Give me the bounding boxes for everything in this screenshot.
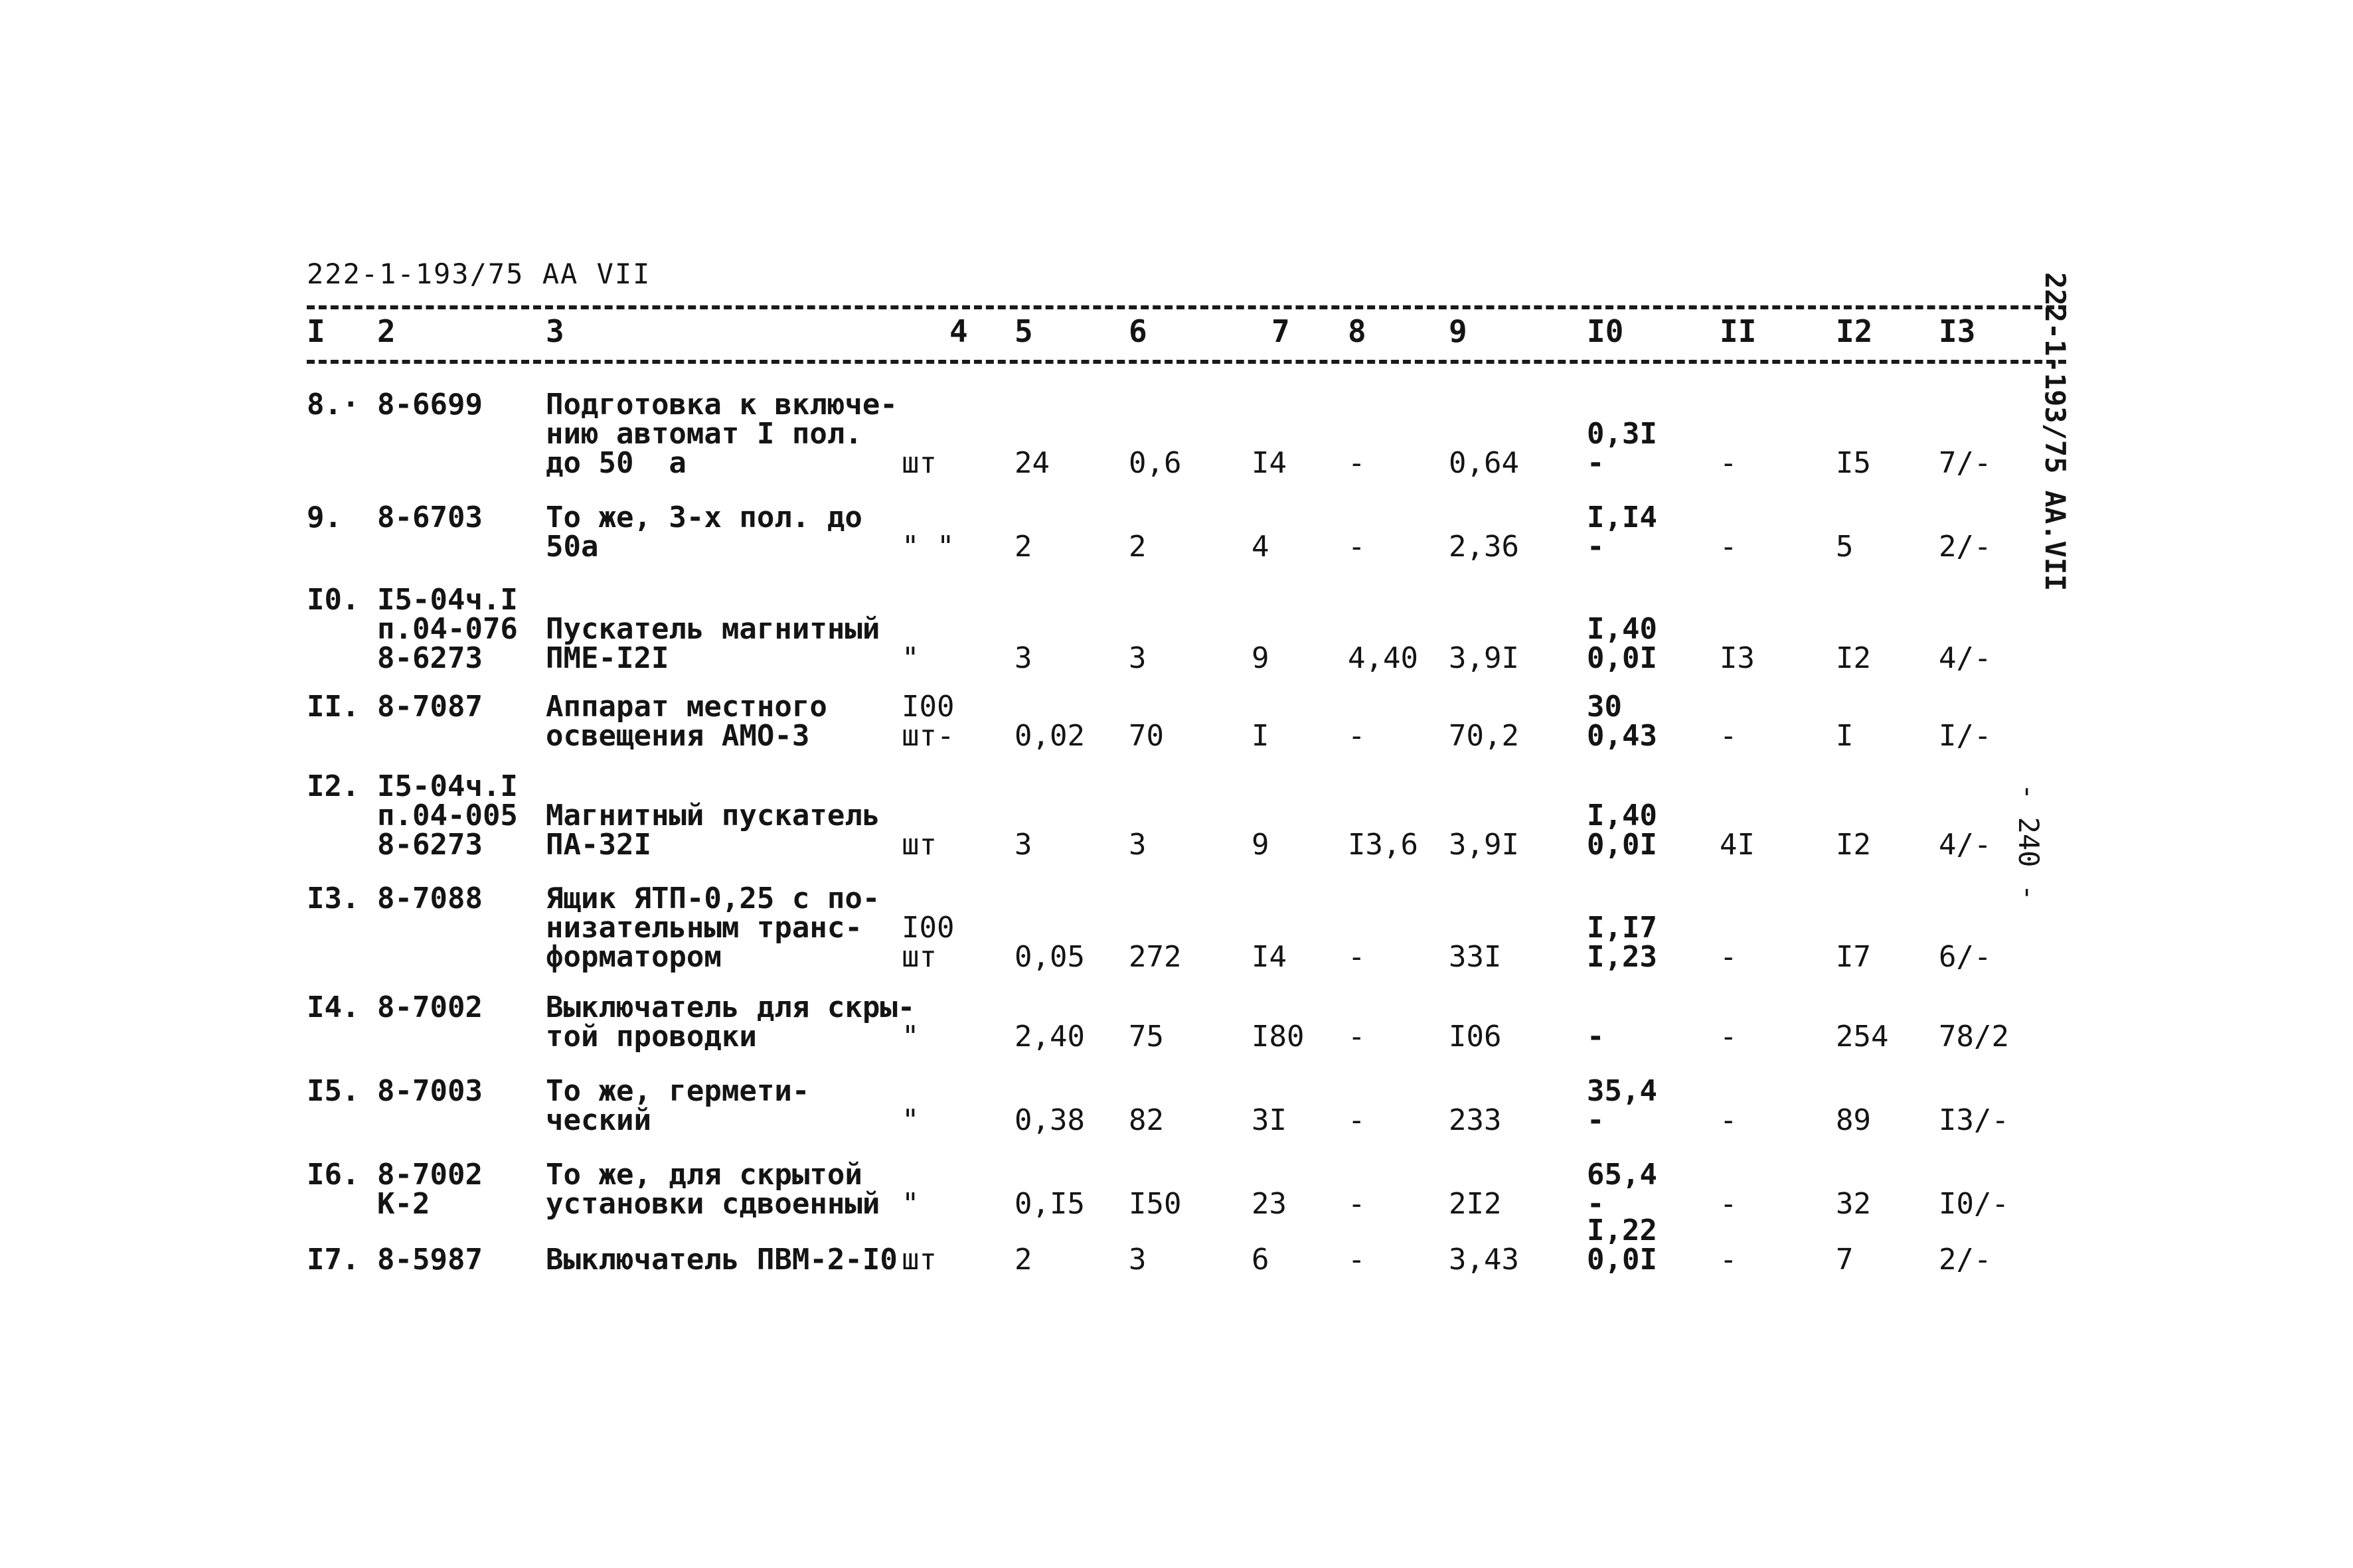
cell-col-4: I00 шт (902, 911, 955, 974)
cell-col-7: I (1252, 719, 1269, 753)
cell-col-12: I5 (1836, 446, 1871, 480)
cell-col-10: I,22 0,0I (1587, 1214, 1657, 1277)
cell-col-13: 4/- (1939, 828, 1992, 862)
cell-col-8: I3,6 (1348, 828, 1418, 862)
cell-col-6: 3 (1129, 641, 1147, 675)
cell-col-9: 2,36 (1449, 530, 1519, 564)
cell-col-4: шт (902, 446, 937, 480)
cell-col-9: 70,2 (1449, 719, 1519, 753)
cell-col-12: I2 (1836, 828, 1871, 862)
cell-col-12: I (1836, 719, 1854, 753)
cell-col-5: 0,38 (1014, 1103, 1085, 1137)
cell-col-9: 233 (1449, 1103, 1502, 1137)
cell-col-4: " (902, 1020, 920, 1054)
cell-col-13: I0/- (1939, 1187, 2009, 1221)
cell-col-4: " " (902, 530, 955, 564)
column-header: I0 (1587, 313, 1624, 349)
column-header: 9 (1449, 313, 1467, 349)
cell-col-8: - (1348, 1243, 1366, 1277)
cell-col-3: Пускатель магнитный ПМЕ-I2I (546, 612, 880, 675)
cell-col-5: 0,05 (1014, 940, 1085, 974)
cell-col-6: 0,6 (1129, 446, 1182, 480)
column-header: 3 (546, 313, 564, 349)
cell-col-3: Аппарат местного освещения АМО-3 (546, 690, 827, 753)
cell-col-1: I2. (307, 769, 360, 803)
cell-col-13: 2/- (1939, 530, 1992, 564)
column-header: 4 (949, 313, 968, 349)
cell-col-8: 4,40 (1348, 641, 1418, 675)
cell-col-1: 8.· (307, 388, 360, 422)
cell-col-6: 3 (1129, 1243, 1147, 1277)
cell-col-10: - (1587, 1020, 1605, 1054)
header-dashed-rule (307, 360, 2066, 364)
cell-col-8: - (1348, 719, 1366, 753)
cell-col-1: I3. (307, 882, 360, 915)
cell-col-11: - (1720, 1243, 1738, 1277)
cell-col-2: 8-7003 (377, 1074, 483, 1108)
cell-col-9: 3,9I (1449, 641, 1519, 675)
cell-col-11: - (1720, 1187, 1738, 1221)
cell-col-1: I0. (307, 583, 360, 617)
column-header: I2 (1836, 313, 1873, 349)
cell-col-1: I4. (307, 990, 360, 1024)
cell-col-5: 2,40 (1014, 1020, 1085, 1054)
cell-col-10: I,40 0,0I (1587, 612, 1657, 675)
cell-col-8: - (1348, 1103, 1366, 1137)
cell-col-12: I2 (1836, 641, 1871, 675)
cell-col-8: - (1348, 1187, 1366, 1221)
column-header: 8 (1348, 313, 1366, 349)
column-header: 2 (377, 313, 396, 349)
cell-col-7: 3I (1252, 1103, 1287, 1137)
cell-col-13: 78/2 (1939, 1020, 2009, 1054)
column-header: 7 (1271, 313, 1290, 349)
cell-col-6: 82 (1129, 1103, 1164, 1137)
cell-col-9: 2I2 (1449, 1187, 1502, 1221)
cell-col-10: I,I7 I,23 (1587, 911, 1657, 974)
cell-col-12: I7 (1836, 940, 1871, 974)
cell-col-7: I4 (1252, 446, 1287, 480)
cell-col-11: - (1720, 530, 1738, 564)
cell-col-11: - (1720, 446, 1738, 480)
cell-col-2: 8-7088 (377, 882, 483, 915)
cell-col-7: 23 (1252, 1187, 1287, 1221)
cell-col-3: Выключатель для скры- той проводки (546, 990, 916, 1054)
cell-col-3: Выключатель ПВМ-2-I0 (546, 1243, 898, 1277)
cell-col-7: 6 (1252, 1243, 1269, 1277)
column-header: I (307, 313, 325, 349)
cell-col-6: 2 (1129, 530, 1147, 564)
cell-col-11: - (1720, 940, 1738, 974)
cell-col-6: 75 (1129, 1020, 1164, 1054)
cell-col-12: 254 (1836, 1020, 1889, 1054)
cell-col-10: 35,4 - (1587, 1074, 1657, 1137)
cell-col-11: - (1720, 1103, 1738, 1137)
cell-col-9: 0,64 (1449, 446, 1519, 480)
cell-col-13: 6/- (1939, 940, 1992, 974)
cell-col-6: I50 (1129, 1187, 1182, 1221)
cell-col-2: 8-7002 (377, 990, 483, 1024)
cell-col-10: I,I4 - (1587, 501, 1657, 564)
cell-col-10: 65,4 - (1587, 1158, 1657, 1221)
cell-col-5: 2 (1014, 1243, 1032, 1277)
cell-col-2: I5-04ч.I п.04-005 8-6273 (377, 769, 518, 862)
cell-col-10: 0,3I - (1587, 417, 1657, 480)
cell-col-2: 8-6703 (377, 501, 483, 534)
cell-col-11: 4I (1720, 828, 1755, 862)
cell-col-12: 89 (1836, 1103, 1871, 1137)
cell-col-7: 9 (1252, 828, 1269, 862)
document-code: 222-1-193/75 АА VII (307, 258, 651, 290)
cell-col-12: 32 (1836, 1187, 1871, 1221)
cell-col-3: Ящик ЯТП-0,25 с по- низательным транс- форматором (546, 882, 880, 974)
cell-col-4: " (902, 1187, 920, 1221)
cell-col-8: - (1348, 940, 1366, 974)
cell-col-2: 8-5987 (377, 1243, 483, 1277)
cell-col-1: II. (307, 690, 360, 724)
cell-col-13: 2/- (1939, 1243, 1992, 1277)
cell-col-11: I3 (1720, 641, 1755, 675)
cell-col-3: Магнитный пускатель ПА-32I (546, 799, 880, 862)
cell-col-4: " (902, 641, 920, 675)
cell-col-2: 8-7087 (377, 690, 483, 724)
cell-col-7: I4 (1252, 940, 1287, 974)
cell-col-13: 7/- (1939, 446, 1992, 480)
cell-col-13: I3/- (1939, 1103, 2009, 1137)
column-header: 6 (1129, 313, 1147, 349)
cell-col-4: шт (902, 828, 937, 862)
cell-col-13: I/- (1939, 719, 1992, 753)
cell-col-10: 30 0,43 (1587, 690, 1657, 753)
page-number: - 240 - (2012, 783, 2045, 902)
column-header: 5 (1014, 313, 1033, 349)
cell-col-3: То же, для скрытой установки сдвоенный (546, 1158, 880, 1221)
cell-col-8: - (1348, 1020, 1366, 1054)
cell-col-3: Подготовка к включе- нию автомат I пол. до 50 а (546, 388, 898, 480)
cell-col-4: шт (902, 1243, 937, 1277)
cell-col-1: I6. (307, 1158, 360, 1192)
top-dashed-rule (307, 305, 2066, 309)
cell-col-4: " (902, 1103, 920, 1137)
cell-col-5: 3 (1014, 828, 1032, 862)
cell-col-4: I00 шт- (902, 690, 955, 753)
cell-col-11: - (1720, 1020, 1738, 1054)
cell-col-9: I06 (1449, 1020, 1502, 1054)
cell-col-9: 3,9I (1449, 828, 1519, 862)
column-header: I3 (1939, 313, 1976, 349)
cell-col-6: 70 (1129, 719, 1164, 753)
cell-col-10: I,40 0,0I (1587, 799, 1657, 862)
column-header: II (1720, 313, 1757, 349)
cell-col-3: То же, 3-х пол. до 50а (546, 501, 862, 564)
cell-col-6: 272 (1129, 940, 1182, 974)
cell-col-12: 7 (1836, 1243, 1854, 1277)
cell-col-5: 2 (1014, 530, 1032, 564)
cell-col-13: 4/- (1939, 641, 1992, 675)
cell-col-12: 5 (1836, 530, 1854, 564)
cell-col-11: - (1720, 719, 1738, 753)
cell-col-1: I7. (307, 1243, 360, 1277)
cell-col-2: 8-6699 (377, 388, 483, 422)
cell-col-5: 0,02 (1014, 719, 1085, 753)
margin-doc-code: 222-1-193/75 АА.VII (2039, 272, 2071, 591)
cell-col-1: I5. (307, 1074, 360, 1108)
cell-col-8: - (1348, 446, 1366, 480)
cell-col-5: 24 (1014, 446, 1050, 480)
cell-col-9: 3,43 (1449, 1243, 1519, 1277)
cell-col-7: I80 (1252, 1020, 1305, 1054)
cell-col-3: То же, гермети- ческий (546, 1074, 810, 1137)
cell-col-7: 9 (1252, 641, 1269, 675)
cell-col-2: I5-04ч.I п.04-076 8-6273 (377, 583, 518, 675)
cell-col-8: - (1348, 530, 1366, 564)
cell-col-5: 0,I5 (1014, 1187, 1085, 1221)
cell-col-6: 3 (1129, 828, 1147, 862)
cell-col-9: 33I (1449, 940, 1502, 974)
cell-col-1: 9. (307, 501, 342, 534)
cell-col-5: 3 (1014, 641, 1032, 675)
cell-col-2: 8-7002 К-2 (377, 1158, 483, 1221)
cell-col-7: 4 (1252, 530, 1269, 564)
